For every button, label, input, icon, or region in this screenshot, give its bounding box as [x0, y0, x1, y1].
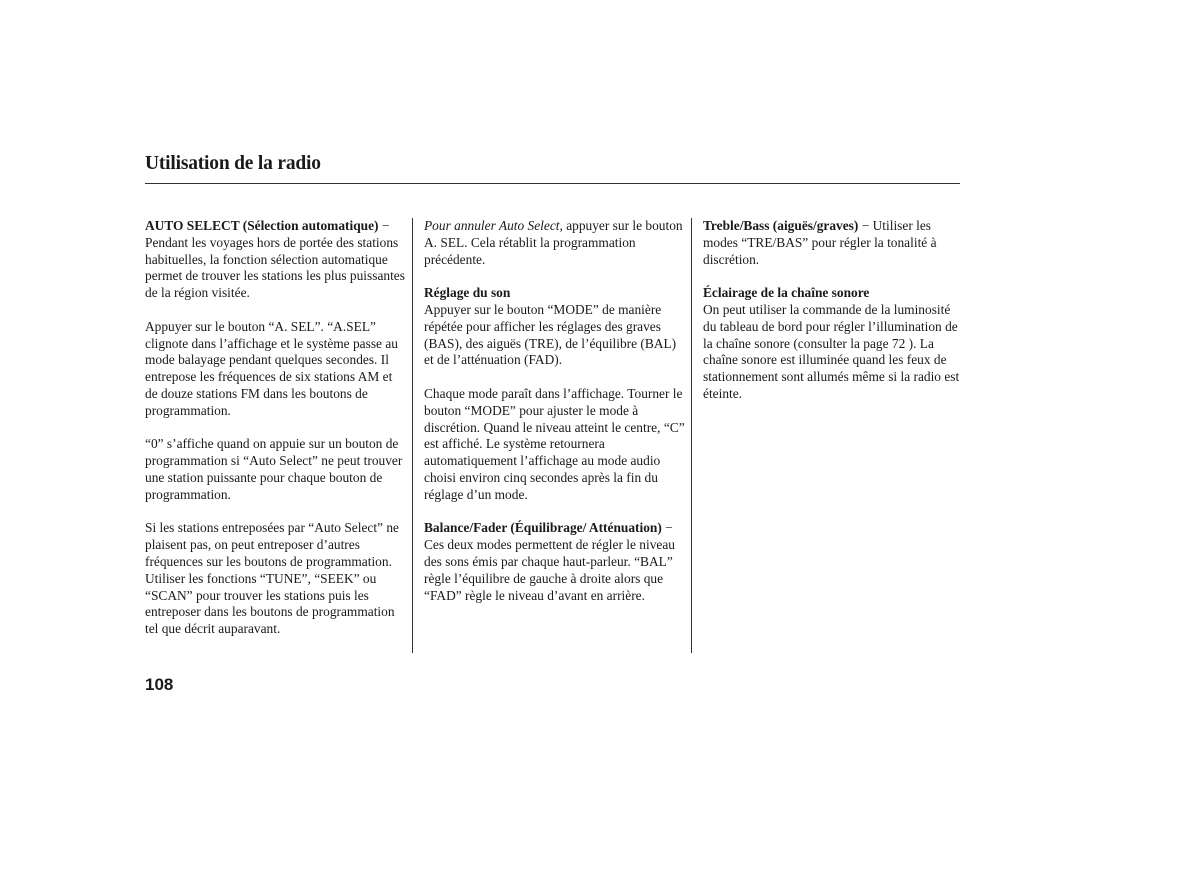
audio-lighting-body-end: ). La chaîne sonore est illuminée quand les feux de stationnement sont allumés même si la radio est éteinte.	[703, 335, 960, 401]
column-divider	[412, 218, 413, 653]
cancel-auto-select-body: appuyer sur le bouton A. SEL. Cela rétablit la programmation précédente.	[424, 218, 683, 267]
sound-adjustment-body: Appuyer sur le bouton “MODE” de manière répétée pour afficher les réglages des graves (BAS), des aiguës (TRE), de l’équilibre (BAL) et de l’atténuation (FAD).	[424, 301, 677, 368]
manual-preset-paragraph: Si les stations entreposées par “Auto Select” ne plaisent pas, on peut entreposer d’autres fréquences sur les boutons de programmation. Utiliser les fonctions “TUNE”, “SEEK” ou “SCAN” pour trouver les stations puis les entreposer dans les boutons de programmation tel que décrit auparavant.	[145, 520, 399, 637]
page-reference-link[interactable]: 72	[891, 335, 906, 351]
treble-bass-heading: Treble/Bass (aiguës/graves)	[703, 218, 859, 233]
balance-fader-body: − Ces deux modes permettent de régler le niveau des sons émis par chaque haut-parleur. “BAL” règle l’équilibre de gauche à droite alors que “FAD” règle le niveau d’avant en arrière.	[424, 520, 675, 603]
column-1	[145, 218, 407, 655]
auto-select-heading: AUTO SELECT (Sélection automatique)	[145, 218, 379, 233]
cancel-auto-select-paragraph	[424, 218, 686, 268]
balance-fader-heading: Balance/Fader (Équilibrage/ Atténuation)	[424, 520, 662, 536]
treble-bass-body: − Utiliser les modes “TRE/BAS” pour régler la tonalité à discrétion.	[703, 218, 937, 267]
zero-display-paragraph: “0” s’affiche quand on appuie sur un bouton de programmation si “Auto Select” ne peut trouver une station puissante pour chaque bouton de programmation.	[145, 436, 403, 502]
column-divider	[691, 218, 692, 653]
page-title: Utilisation de la radio	[145, 153, 321, 174]
title-divider	[145, 183, 960, 184]
page-number: 108	[145, 675, 174, 694]
auto-select-paragraph	[145, 218, 407, 302]
auto-select-instructions: Appuyer sur le bouton “A. SEL”. “A.SEL” clignote dans l’affichage et le système passe au mode balayage pendant quelques secondes. Il entrepose les fréquences de six stations AM et de douze stations FM dans les boutons de programmation.	[145, 318, 398, 418]
column-3	[703, 218, 963, 420]
audio-lighting-heading: Éclairage de la chaîne sonore	[703, 285, 870, 301]
sound-adjustment-paragraph	[424, 285, 686, 369]
mode-display-paragraph: Chaque mode paraît dans l’affichage. Tourner le bouton “MODE” pour ajuster le mode à discrétion. Quand le niveau atteint le centre, “C” est affiché. Le système retournera automatiquement l’affichage au mode audio choisi environ cinq secondes après la fin du réglage d’un mode.	[424, 385, 685, 502]
treble-bass-paragraph	[703, 218, 963, 268]
column-2	[424, 218, 686, 621]
audio-lighting-body: On peut utiliser la commande de la luminosité du tableau de bord pour régler l’illumination de la chaîne sonore (consulter la page	[703, 301, 958, 351]
auto-select-body: − Pendant les voyages hors de portée des stations habituelles, la fonction sélection automatique permet de trouver les stations les plus puissantes de la région visitée.	[145, 218, 405, 301]
audio-lighting-paragraph	[703, 285, 963, 403]
cancel-auto-select-label: Pour annuler Auto Select,	[424, 218, 563, 233]
sound-adjustment-heading: Réglage du son	[424, 285, 511, 301]
balance-fader-paragraph	[424, 520, 686, 604]
